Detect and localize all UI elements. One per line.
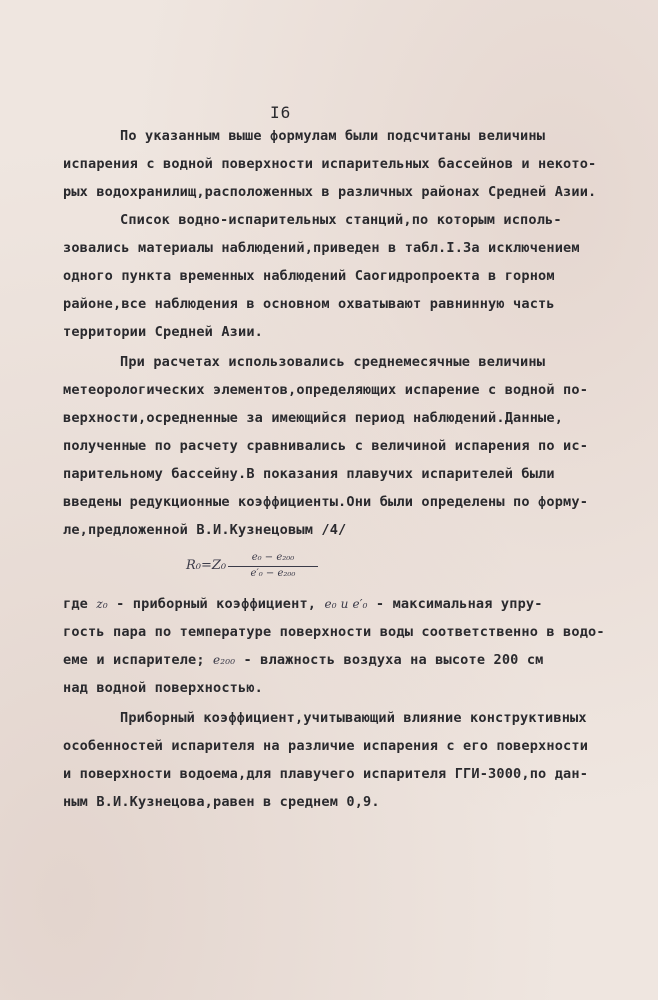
text-line: и поверхности водоема,для плавучего испарителя ГГИ-3000,по дан- xyxy=(63,766,589,782)
text-segment: - влажность воздуха на высоте 200 см xyxy=(235,652,544,668)
text-segment: - приборный коэффициент, xyxy=(107,596,325,612)
formula-numerator: e₀ − e₂₀₀ xyxy=(251,552,295,563)
text-line: одного пункта временных наблюдений Саогидропроекта в горном xyxy=(63,268,555,284)
text-line: гость пара по температуре поверхности воды соответственно в водо- xyxy=(63,624,605,640)
formula-fraction xyxy=(228,552,318,581)
text-segment: еме и испарителе; xyxy=(63,652,214,668)
text-line: ле,предложенной В.И.Кузнецовым /4/ xyxy=(63,522,347,538)
text-line: ным В.И.Кузнецова,равен в среднем 0,9. xyxy=(63,794,380,810)
text-line: парительному бассейну.В показания плавучих испарителей были xyxy=(63,466,555,482)
text-line: особенностей испарителя на различие испарения с его поверхности xyxy=(63,738,589,754)
text-line: территории Средней Азии. xyxy=(63,324,264,340)
text-line: районе,все наблюдения в основном охватывают равнинную часть xyxy=(63,296,555,312)
text-line: рых водохранилищ,расположенных в различных районах Средней Азии. xyxy=(63,184,597,200)
symbol-z0: z₀ xyxy=(96,597,108,611)
text-line: над водной поверхностью. xyxy=(63,680,264,696)
text-line: испарения с водной поверхности испарительных бассейнов и некото- xyxy=(63,156,597,172)
text-line xyxy=(63,596,543,612)
text-line: метеорологических элементов,определяющих испарение с водной по- xyxy=(63,382,589,398)
page-number: I6 xyxy=(270,103,292,122)
text-segment: где xyxy=(63,596,97,612)
text-line: введены редукционные коэффициенты.Они были определены по форму- xyxy=(63,494,589,510)
formula-denominator: e′₀ − e₂₀₀ xyxy=(250,568,296,579)
text-line: полученные по расчету сравнивались с величиной испарения по ис- xyxy=(63,438,589,454)
fraction-bar xyxy=(228,566,318,567)
symbol-e0: e₀ и e′₀ xyxy=(324,597,368,611)
text-line xyxy=(63,652,544,668)
text-segment: - максимальная упру- xyxy=(367,596,543,612)
text-line: зовались материалы наблюдений,приведен в табл.I.За исключением xyxy=(63,240,580,256)
text-line: Список водно-испарительных станций,по которым исполь- xyxy=(120,212,562,228)
text-line: Приборный коэффициент,учитывающий влияние конструктивных xyxy=(120,710,587,726)
text-line: верхности,осредненные за имеющийся период наблюдений.Данные, xyxy=(63,410,564,426)
text-line: По указанным выше формулам были подсчитаны величины xyxy=(120,128,546,144)
text-line: При расчетах использовались среднемесячные величины xyxy=(120,354,546,370)
formula xyxy=(186,552,316,582)
formula-lhs: R₀=Z₀ xyxy=(186,558,227,573)
symbol-e200: e₂₀₀ xyxy=(213,653,236,667)
